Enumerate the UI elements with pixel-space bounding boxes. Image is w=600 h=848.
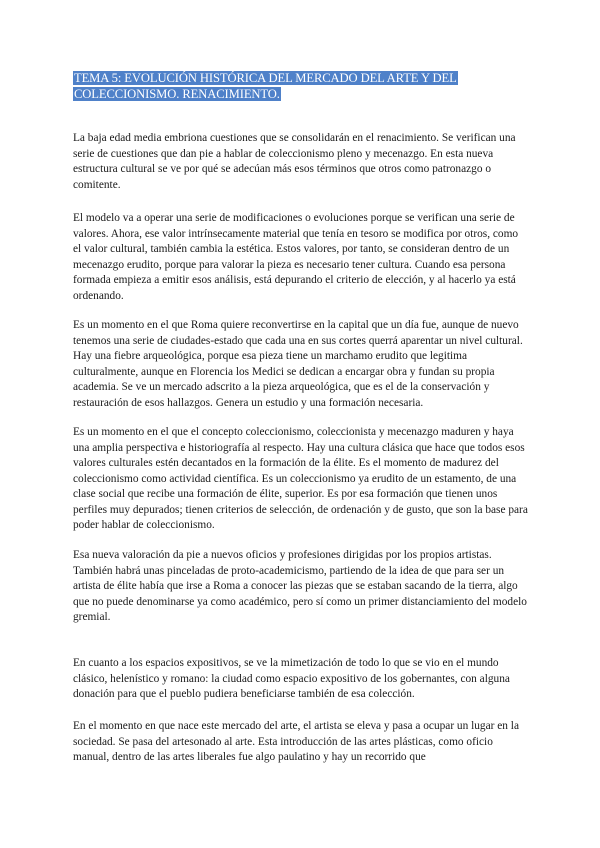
paragraph-art-market: En el momento en que nace este mercado del arte, el artista se eleva y pasa a ocupar un lugar en la sociedad. Se pasa del artesonado al arte. Esta introducción de las artes plásticas, como oficio manual, dentro de las artes liberales fue algo paulatino y hay un recorrido que [73, 720, 519, 764]
paragraph-exhibition-spaces: En cuanto a los espacios expositivos, se ve la mimetización de todo lo que se vio en el mundo clásico, helenístico y romano: la ciudad como espacio expositivo de los gobernantes, con alguna donación para que el pueblo pudiera beneficiarse también de esa colección. [73, 657, 510, 701]
title-highlight: TEMA 5: EVOLUCIÓN HISTÓRICA DEL MERCADO DEL ARTE Y DEL COLECCIONISMO. RENACIMIENTO. [74, 71, 457, 101]
paragraph-model: El modelo va a operar una serie de modificaciones o evoluciones porque se verifican una serie de valores. Ahora, ese valor intrínsecamente material que tenía en tesoro se modifica por otros, como el valor cultural, también cambia la estética. Estos valores, por tanto, se consideran dentro de un mecenazgo erudito, porque para valorar la pieza es necesario tener cultura. Cuando esa persona formada empieza a emitir esos análisis, está depurando el criterio de elección, y al hacerlo ya está ordenando. [73, 212, 519, 302]
paragraph-new-trades: Esa nueva valoración da pie a nuevos oficios y profesiones dirigidas por los propios artistas. También habrá unas pinceladas de proto-academicismo, partiendo de la idea de que para ser un artista de élite había que irse a Roma a conocer las piezas que se estaban sacando de la tierra, algo que no puede denominarse ya como académico, pero sí como un primer distanciamiento del modelo gremial. [73, 549, 527, 624]
paragraph-collecting: Es un momento en el que el concepto coleccionismo, coleccionista y mecenazgo maduren y haya una amplia perspectiva e historiografía al respecto. Hay una cultura clásica que hace que todos esos valores culturales estén decantados en la formación de la élite. Es el momento de madurez del coleccionismo como actividad científica. Es un coleccionismo ya erudito de un estamento, de una clase social que recibe una formación de élite, superior. Es por esa formación que tienen unos perfiles muy depurados; tienen criterios de selección, de ordenación y de gusto, que son la base para poder hablar de coleccionismo. [73, 426, 528, 532]
document-title[interactable] [73, 71, 493, 102]
paragraph-rome: Es un momento en el que Roma quiere reconvertirse en la capital que un día fue, aunque de nuevo tenemos una serie de ciudades-estado que cada una en sus cortes querrá aparentar un nivel cultural. Hay una fiebre arqueológica, porque esa pieza tiene un marchamo erudito que legitima culturalmente, aunque en Florencia los Medici se dedican a encargar obra y fundan su propia academia. Se ve un mercado adscrito a la pieza arqueológica, que es el de la conservación y restauración de esos hallazgos. Genera un estudio y una formación necesaria. [73, 319, 523, 409]
paragraph-intro: La baja edad media embriona cuestiones que se consolidarán en el renacimiento. Se verifican una serie de cuestiones que dan pie a hablar de coleccionismo pleno y mecenazgo. En esta nueva estructura cultural se ve por qué se adecúan más esos términos que otros como patronazgo o comitente. [73, 132, 516, 191]
